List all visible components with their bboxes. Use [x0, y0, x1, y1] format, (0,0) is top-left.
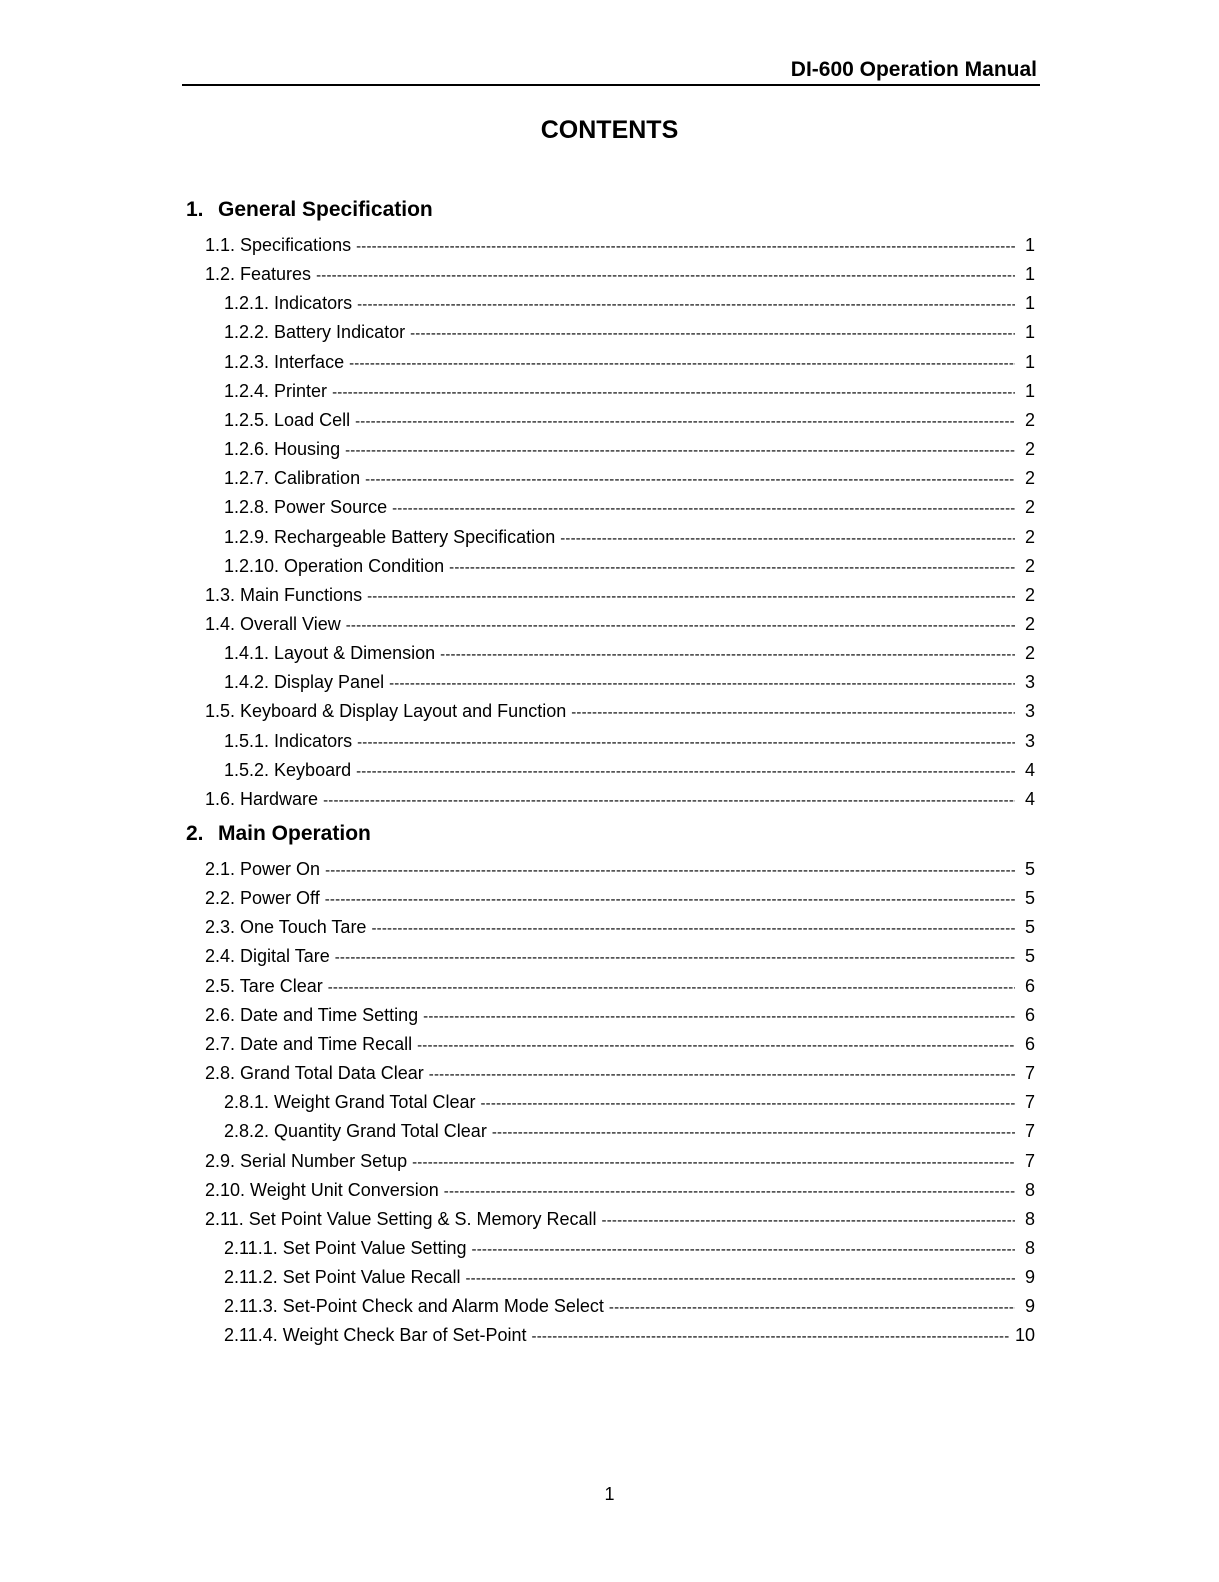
- section-heading-general-specification: [186, 197, 433, 223]
- toc-entry-page: 2: [1024, 439, 1035, 459]
- toc-entry: [224, 1266, 1035, 1290]
- toc-leader-dashes: [335, 947, 1015, 969]
- toc-leader-dashes: [355, 411, 1015, 433]
- toc-leader-dashes: [349, 353, 1015, 375]
- toc-leader-dashes: [345, 440, 1015, 462]
- toc-leader-dashes: [357, 294, 1015, 316]
- page-header: [182, 56, 1040, 86]
- toc-entry: [205, 700, 1035, 724]
- toc-entry-page: 8: [1024, 1209, 1035, 1229]
- toc-entry-label: 2.11.2. Set Point Value Recall: [224, 1267, 461, 1287]
- toc-entry-label: 1.5.1. Indicators: [224, 731, 353, 751]
- toc-entry-label: 1.5. Keyboard & Display Layout and Function: [205, 701, 567, 721]
- toc-leader-dashes: [356, 236, 1015, 258]
- toc-entry: [205, 858, 1035, 882]
- toc-leader-dashes: [389, 673, 1015, 695]
- toc-entry: [224, 526, 1035, 550]
- toc-leader-dashes: [325, 860, 1015, 882]
- toc-entry-page: 4: [1024, 789, 1035, 809]
- toc-entry-page: 7: [1024, 1092, 1035, 1112]
- section-title: Main Operation: [218, 822, 371, 845]
- toc-leader-dashes: [367, 586, 1015, 608]
- toc-leader-dashes: [465, 1268, 1015, 1290]
- toc-leader-dashes: [412, 1152, 1015, 1174]
- toc-entry: [224, 1295, 1035, 1319]
- toc-entry-page: 7: [1024, 1063, 1035, 1083]
- toc-leader-dashes: [532, 1326, 1009, 1348]
- toc-leader-dashes: [346, 615, 1015, 637]
- toc-entry-label: 1.2.10. Operation Condition: [224, 556, 445, 576]
- toc-leader-dashes: [328, 977, 1015, 999]
- toc-entry-label: 2.3. One Touch Tare: [205, 917, 367, 937]
- toc-entry-label: 2.11.3. Set-Point Check and Alarm Mode Select: [224, 1296, 604, 1316]
- toc-entry-label: 1.2.3. Interface: [224, 352, 345, 372]
- toc-entry-label: 1.2.4. Printer: [224, 381, 328, 401]
- toc-entry-label: 2.8.1. Weight Grand Total Clear: [224, 1092, 476, 1112]
- toc-entry-label: 2.7. Date and Time Recall: [205, 1034, 413, 1054]
- section-title: General Specification: [218, 198, 433, 221]
- toc-entry-label: 2.11.1. Set Point Value Setting: [224, 1238, 467, 1258]
- toc-entry-label: 1.2.1. Indicators: [224, 293, 353, 313]
- toc-entry-label: 2.8. Grand Total Data Clear: [205, 1063, 424, 1083]
- toc-leader-dashes: [440, 644, 1015, 666]
- toc-leader-dashes: [323, 790, 1015, 812]
- toc-entry-page: 3: [1024, 701, 1035, 721]
- toc-entry-label: 1.6. Hardware: [205, 789, 319, 809]
- toc-entry-label: 2.9. Serial Number Setup: [205, 1151, 408, 1171]
- toc-leader-dashes: [472, 1239, 1016, 1261]
- toc-entry-label: 1.2.2. Battery Indicator: [224, 322, 406, 342]
- toc-entry-label: 1.2.7. Calibration: [224, 468, 361, 488]
- page-number: 1: [604, 1484, 615, 1504]
- toc-entry-page: 5: [1024, 917, 1035, 937]
- toc-entry-label: 1.2.5. Load Cell: [224, 410, 351, 430]
- toc-entry-page: 1: [1024, 293, 1035, 313]
- toc-entry-label: 2.8.2. Quantity Grand Total Clear: [224, 1121, 487, 1141]
- toc-entry-label: 2.10. Weight Unit Conversion: [205, 1180, 439, 1200]
- toc-entry-page: 8: [1024, 1238, 1035, 1258]
- toc-entry-page: 1: [1024, 352, 1035, 372]
- toc-entry: [205, 916, 1035, 940]
- toc-leader-dashes: [492, 1122, 1015, 1144]
- toc-entry-page: 2: [1024, 497, 1035, 517]
- toc-entry-page: 8: [1024, 1180, 1035, 1200]
- toc-leader-dashes: [410, 323, 1015, 345]
- toc-entry-label: 2.5. Tare Clear: [205, 976, 323, 996]
- toc-leader-dashes: [480, 1093, 1015, 1115]
- toc-entry-page: 2: [1024, 468, 1035, 488]
- toc-entry-label: 1.2. Features: [205, 264, 312, 284]
- toc-entry: [205, 584, 1035, 608]
- toc-entry: [224, 555, 1035, 579]
- toc-leader-dashes: [609, 1297, 1015, 1319]
- toc-entry-page: 2: [1024, 527, 1035, 547]
- toc-leader-dashes: [571, 702, 1015, 724]
- toc-entry-label: 1.2.8. Power Source: [224, 497, 388, 517]
- toc-leader-dashes: [392, 498, 1015, 520]
- toc-leader-dashes: [449, 557, 1015, 579]
- section-number: 2.: [186, 822, 204, 845]
- toc-entry: [205, 1150, 1035, 1174]
- toc-entry: [205, 975, 1035, 999]
- toc-entry-page: 1: [1024, 264, 1035, 284]
- toc-entry-label: 2.6. Date and Time Setting: [205, 1005, 419, 1025]
- toc-leader-dashes: [371, 918, 1015, 940]
- toc-entry-page: 6: [1024, 1005, 1035, 1025]
- toc-entry-label: 2.2. Power Off: [205, 888, 320, 908]
- toc-entry: [205, 1062, 1035, 1086]
- toc-leader-dashes: [423, 1006, 1015, 1028]
- toc-entry-label: 1.4.2. Display Panel: [224, 672, 385, 692]
- toc-entry: [205, 945, 1035, 969]
- toc-entry-label: 1.2.6. Housing: [224, 439, 341, 459]
- toc-entry-page: 2: [1024, 585, 1035, 605]
- toc-entry-label: 1.3. Main Functions: [205, 585, 363, 605]
- toc-entry: [205, 1004, 1035, 1028]
- toc-entry: [224, 409, 1035, 433]
- toc-entry-page: 1: [1024, 235, 1035, 255]
- toc-entry-page: 1: [1024, 381, 1035, 401]
- toc-entry-page: 4: [1024, 760, 1035, 780]
- toc-leader-dashes: [602, 1210, 1015, 1232]
- toc-entry: [224, 496, 1035, 520]
- toc-entry: [205, 1208, 1035, 1232]
- toc-entry-page: 2: [1024, 614, 1035, 634]
- toc-entry-label: 2.4. Digital Tare: [205, 946, 330, 966]
- section-heading-main-operation: [186, 821, 371, 847]
- toc-entry-page: 5: [1024, 888, 1035, 908]
- toc-entry-label: 1.5.2. Keyboard: [224, 760, 352, 780]
- toc-leader-dashes: [560, 528, 1015, 550]
- section-number: 1.: [186, 198, 204, 221]
- toc-entry-page: 6: [1024, 1034, 1035, 1054]
- toc-leader-dashes: [332, 382, 1015, 404]
- toc-entry-label: 1.4.1. Layout & Dimension: [224, 643, 436, 663]
- manual-title: DI-600 Operation Manual: [790, 58, 1037, 81]
- toc-entry-page: 9: [1024, 1267, 1035, 1287]
- toc-entry-label: 1.2.9. Rechargeable Battery Specification: [224, 527, 556, 547]
- toc-leader-dashes: [417, 1035, 1015, 1057]
- toc-leader-dashes: [356, 761, 1015, 783]
- toc-entry: [205, 263, 1035, 287]
- toc-leader-dashes: [365, 469, 1015, 491]
- toc-leader-dashes: [316, 265, 1015, 287]
- toc-entry-page: 10: [1014, 1325, 1035, 1345]
- toc-entry-page: 9: [1024, 1296, 1035, 1316]
- contents-title: CONTENTS: [540, 116, 679, 144]
- toc-entry-page: 2: [1024, 643, 1035, 663]
- toc-entry-page: 1: [1024, 322, 1035, 342]
- toc-entry: [205, 613, 1035, 637]
- toc-entry: [224, 292, 1035, 316]
- toc-entry-page: 5: [1024, 946, 1035, 966]
- toc-entry: [224, 351, 1035, 375]
- toc-leader-dashes: [357, 732, 1015, 754]
- toc-entry-label: 2.11. Set Point Value Setting & S. Memory Recall: [205, 1209, 597, 1229]
- toc-entry: [224, 642, 1035, 666]
- toc-entry: [224, 438, 1035, 462]
- toc-entry: [205, 1033, 1035, 1057]
- toc-entry: [224, 730, 1035, 754]
- toc-entry: [224, 321, 1035, 345]
- toc-entry: [224, 671, 1035, 695]
- toc-entry-label: 1.1. Specifications: [205, 235, 352, 255]
- toc-entry-page: 3: [1024, 731, 1035, 751]
- toc-entry: [205, 788, 1035, 812]
- toc-entry: [224, 380, 1035, 404]
- toc-entry-label: 2.11.4. Weight Check Bar of Set-Point: [224, 1325, 527, 1345]
- toc-leader-dashes: [429, 1064, 1015, 1086]
- toc-entry: [224, 1237, 1035, 1261]
- toc-entry-page: 5: [1024, 859, 1035, 879]
- toc-entry-page: 7: [1024, 1121, 1035, 1141]
- toc-entry-page: 2: [1024, 410, 1035, 430]
- toc-entry: [224, 759, 1035, 783]
- toc-entry-page: 6: [1024, 976, 1035, 996]
- toc-leader-dashes: [325, 889, 1015, 911]
- toc-entry: [224, 1091, 1035, 1115]
- toc-leader-dashes: [444, 1181, 1015, 1203]
- toc-entry-label: 1.4. Overall View: [205, 614, 341, 634]
- toc-entry: [205, 1179, 1035, 1203]
- toc-entry: [224, 467, 1035, 491]
- toc-entry-page: 2: [1024, 556, 1035, 576]
- toc-entry-page: 3: [1024, 672, 1035, 692]
- toc-entry: [224, 1120, 1035, 1144]
- toc-entry: [205, 887, 1035, 911]
- toc-entry: [224, 1324, 1035, 1348]
- toc-entry: [205, 234, 1035, 258]
- toc-entry-label: 2.1. Power On: [205, 859, 321, 879]
- toc-entry-page: 7: [1024, 1151, 1035, 1171]
